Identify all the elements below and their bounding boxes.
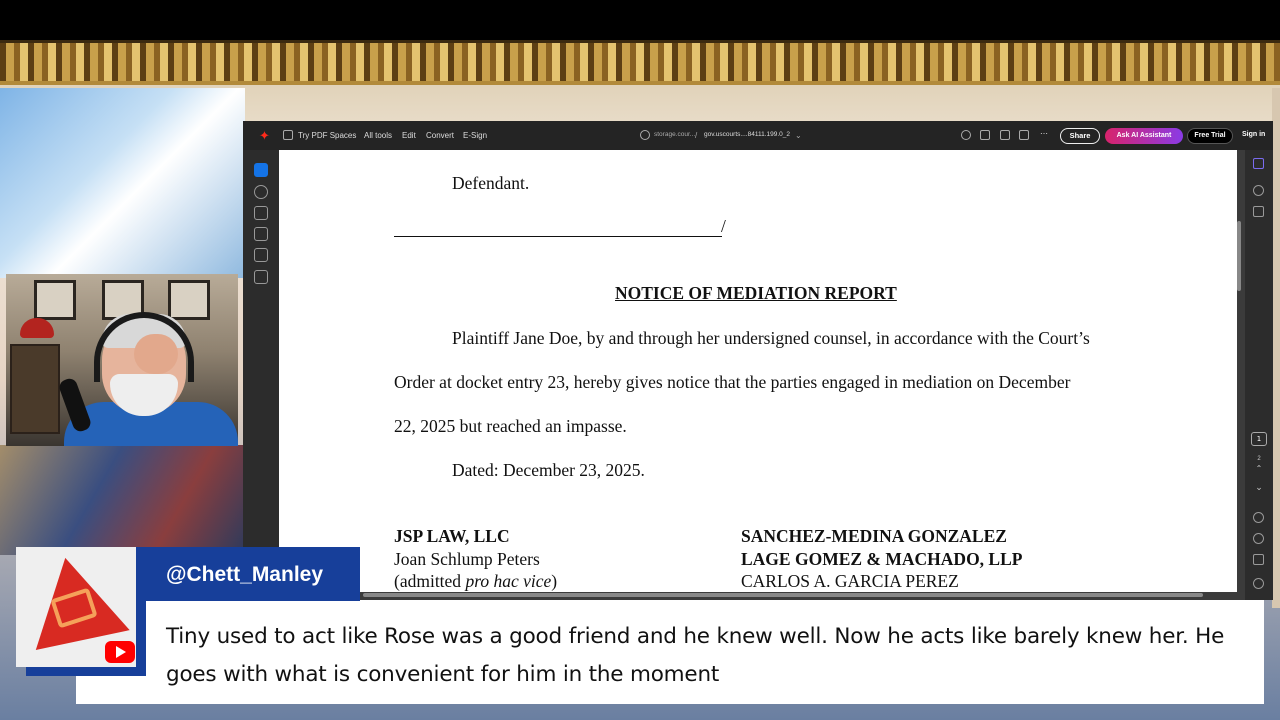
chat-username-box <box>136 547 360 601</box>
current-page-indicator[interactable]: 1 <box>1251 432 1267 446</box>
chevron-up-icon[interactable]: ⌃ <box>1255 464 1263 473</box>
draw-icon[interactable] <box>254 227 268 241</box>
ai-sparkle-icon[interactable] <box>1253 512 1264 523</box>
next-page-number[interactable]: 2 <box>1257 456 1261 462</box>
pdf-page <box>279 150 1237 592</box>
acrobat-icon[interactable]: ✦ <box>259 128 270 143</box>
page-fit-icon[interactable] <box>1253 554 1264 565</box>
ornate-frame-border <box>0 40 1280 85</box>
viewer-toolbar: ✦ Try PDF Spaces All tools Edit Convert E-Sign storage.cour... / gov.uscourts....84111.199.0_2 ⌄ ⋯ Share Ask AI Assistant Free Trial Sign in <box>243 121 1273 150</box>
search-icon[interactable] <box>961 130 971 140</box>
copy-icon[interactable] <box>980 130 990 140</box>
wall-frame <box>168 280 210 320</box>
sign-in-link[interactable]: Sign in <box>1242 131 1266 138</box>
painted-sky <box>0 88 245 278</box>
right-firm-name-2: LAGE GOMEZ & MACHADO, LLP <box>741 549 1023 569</box>
document-title: NOTICE OF MEDIATION REPORT <box>615 283 897 303</box>
left-attorney-note: (admitted pro hac vice) <box>394 571 558 591</box>
webcam-feed <box>6 274 238 446</box>
signature-line <box>394 236 722 237</box>
chat-message-text: Tiny used to act like Rose was a good friend and he knew well. Now he acts like barely knew her. He goes with what is convenient for him in the moment <box>166 624 1225 687</box>
background-strip <box>1272 88 1280 608</box>
ai-panel-icon[interactable] <box>1253 158 1264 169</box>
rotate-icon[interactable] <box>1253 533 1264 544</box>
free-trial-button[interactable]: Free Trial <box>1187 128 1233 144</box>
globe-icon <box>640 130 650 140</box>
dated-line: Dated: December 23, 2025. <box>452 460 645 480</box>
share-button[interactable]: Share <box>1060 128 1100 144</box>
red-cap <box>20 318 54 338</box>
pen-icon[interactable] <box>254 206 268 220</box>
url-path[interactable]: gov.uscourts....84111.199.0_2 <box>704 131 791 138</box>
zoom-comment-icon[interactable] <box>254 185 268 199</box>
menu-convert[interactable]: Convert <box>426 131 455 140</box>
right-attorney-name: CARLOS A. GARCIA PEREZ <box>741 571 959 591</box>
paragraph-line-1: Plaintiff Jane Doe, by and through her undersigned counsel, in accordance with the Court’s <box>452 328 1090 348</box>
stamp-icon[interactable] <box>254 270 268 284</box>
try-pdf-spaces-button[interactable]: Try PDF Spaces <box>298 131 357 140</box>
zoom-in-icon[interactable] <box>1253 578 1264 589</box>
menu-edit[interactable]: Edit <box>402 131 416 140</box>
spaces-icon <box>283 130 293 140</box>
ask-ai-assistant-button[interactable]: Ask AI Assistant <box>1105 128 1183 144</box>
more-icon[interactable]: ⋯ <box>1040 129 1048 138</box>
channel-logo <box>16 547 136 667</box>
select-cursor-icon[interactable] <box>254 163 268 177</box>
left-firm-name: JSP LAW, LLC <box>394 526 510 546</box>
signature-slash: / <box>721 216 726 236</box>
youtube-icon <box>105 641 135 663</box>
chat-message-tab <box>76 676 156 704</box>
left-attorney-name: Joan Schlump Peters <box>394 549 540 569</box>
left-toolbar <box>243 150 279 600</box>
paragraph-line-3: 22, 2025 but reached an impasse. <box>394 416 627 436</box>
chat-username: @Chett_Manley <box>166 563 324 586</box>
right-firm-name-1: SANCHEZ-MEDINA GONZALEZ <box>741 526 1007 546</box>
shelf <box>10 344 60 434</box>
print-icon[interactable] <box>1019 130 1029 140</box>
vertical-scrollbar[interactable] <box>1237 221 1241 291</box>
right-toolbar <box>1245 150 1273 600</box>
pdf-viewer-window <box>243 121 1273 600</box>
comment-icon[interactable] <box>1253 185 1264 196</box>
menu-esign[interactable]: E-Sign <box>463 131 488 140</box>
horizontal-scrollbar[interactable] <box>363 593 1203 597</box>
chevron-down-icon[interactable]: ⌄ <box>795 131 802 140</box>
chat-message-box <box>146 600 1264 704</box>
download-icon[interactable] <box>1000 130 1010 140</box>
url-domain[interactable]: storage.cour... <box>654 131 696 138</box>
painted-figures <box>0 445 245 555</box>
chevron-down-icon[interactable]: ⌄ <box>1255 482 1263 492</box>
thumbnails-icon[interactable] <box>1253 206 1264 217</box>
paragraph-line-2: Order at docket entry 23, hereby gives notice that the parties engaged in mediation on December <box>394 372 1071 392</box>
defendant-label: Defendant. <box>452 173 530 193</box>
text-select-icon[interactable] <box>254 248 268 262</box>
wall-frame <box>34 280 76 320</box>
menu-all-tools[interactable]: All tools <box>364 131 393 140</box>
